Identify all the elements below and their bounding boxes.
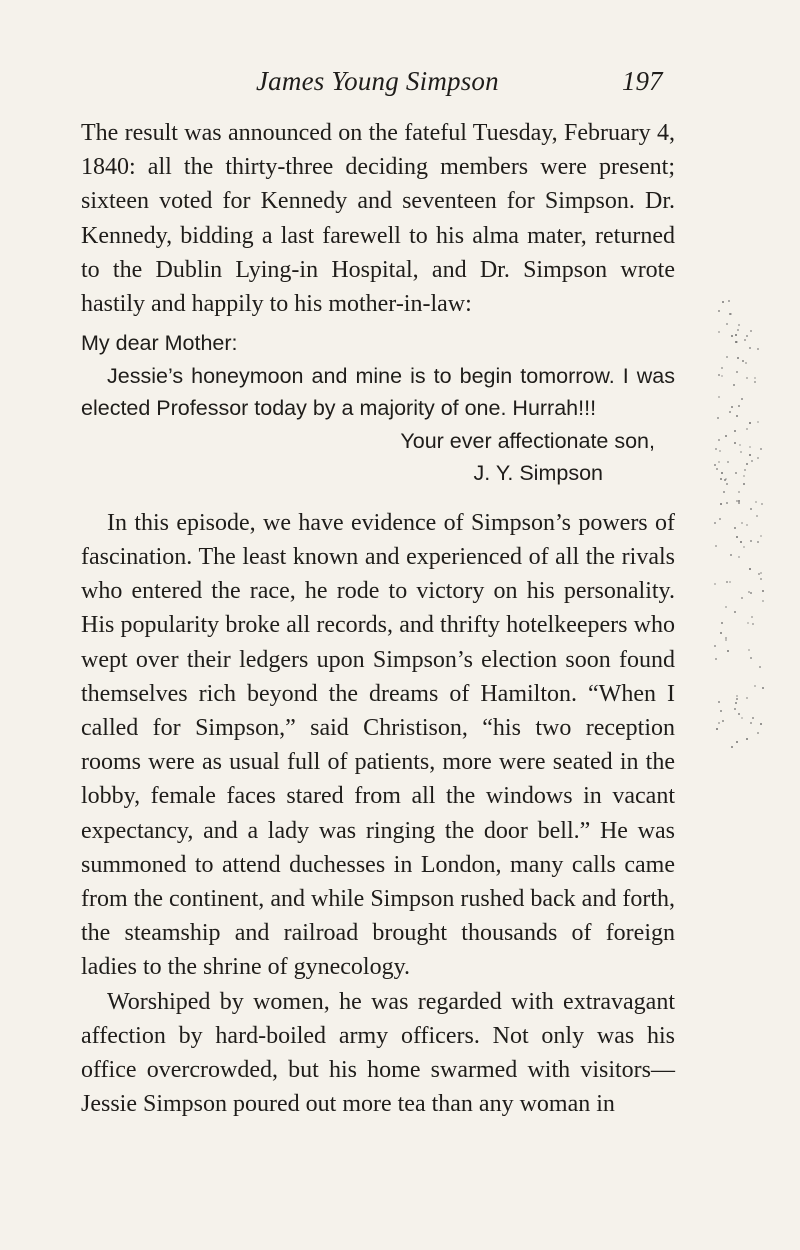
speck <box>730 313 732 315</box>
speck <box>718 722 720 724</box>
speck <box>723 491 725 493</box>
speck <box>718 374 720 376</box>
speck <box>734 611 736 613</box>
speck <box>715 448 717 450</box>
margin-specks <box>714 300 766 760</box>
speck <box>752 717 754 719</box>
speck <box>716 728 718 730</box>
speck <box>751 460 753 462</box>
speck <box>740 451 742 453</box>
speck <box>742 360 744 362</box>
speck <box>749 422 751 424</box>
speck <box>725 639 727 641</box>
speck <box>762 590 764 592</box>
speck <box>726 356 728 358</box>
speck <box>759 666 761 668</box>
speck <box>734 430 736 432</box>
speck <box>755 501 757 503</box>
speck <box>750 657 752 659</box>
speck <box>760 578 762 580</box>
speck <box>749 347 751 349</box>
speck <box>721 622 723 624</box>
speck <box>754 377 756 379</box>
speck <box>736 371 738 373</box>
speck <box>738 324 740 326</box>
running-head: James Young Simpson <box>256 66 499 96</box>
speck <box>745 362 747 364</box>
speck <box>738 556 740 558</box>
speck <box>718 310 720 312</box>
speck <box>720 478 722 480</box>
speck <box>725 606 727 608</box>
speck <box>741 717 743 719</box>
speck <box>715 658 717 660</box>
speck <box>750 508 752 510</box>
speck <box>756 515 758 517</box>
speck <box>738 491 740 493</box>
speck <box>736 536 738 538</box>
speck <box>736 741 738 743</box>
speck <box>725 435 727 437</box>
speck <box>750 592 752 594</box>
speck <box>749 454 751 456</box>
speck <box>734 442 736 444</box>
speck <box>731 335 733 337</box>
speck <box>735 702 737 704</box>
speck <box>718 396 720 398</box>
speck <box>735 472 737 474</box>
letter-greeting: My dear Mother: <box>81 331 238 356</box>
speck <box>727 650 729 652</box>
speck <box>725 478 727 480</box>
speck <box>762 687 764 689</box>
speck <box>719 450 721 452</box>
speck <box>714 583 716 585</box>
paragraph-2: In this episode, we have evidence of Simpson’s powers of fascination. The least known and experienced of all the rivals who entered the race, he rode to victory on his personality. His popularity broke all records, and thrifty hotelkeepers who wept over their ledgers upon Simpson’s election soon found themselves rich beyond the dreams of Hamilton. “When I called for Simpson,” said Christison, “his two reception rooms were as usual full of patients, more were seated in the lobby, female faces stared from all the windows in vacant expectancy, and a lady was ringing the door bell.” He was summoned to attend duchesses in London, many calls came from the continent, and while Simpson rushed back and forth, the steamship and railroad brought thousands of foreign ladies to the shrine of gynecology. <box>81 509 675 981</box>
speck <box>743 546 745 548</box>
speck <box>746 524 748 526</box>
speck <box>748 591 750 593</box>
speck <box>730 554 732 556</box>
speck <box>734 708 736 710</box>
speck <box>720 503 722 505</box>
speck <box>750 540 752 542</box>
speck <box>740 541 742 543</box>
speck <box>744 339 746 341</box>
speck <box>752 623 754 625</box>
speck <box>762 600 764 602</box>
speck <box>736 415 738 417</box>
speck <box>760 535 762 537</box>
page-number: 197 <box>622 66 663 96</box>
speck <box>727 461 729 463</box>
speck <box>757 421 759 423</box>
page-body <box>81 116 675 1121</box>
speck <box>757 541 759 543</box>
letter-signature: J. Y. Simpson <box>473 461 603 486</box>
speck <box>714 645 716 647</box>
speck <box>717 417 719 419</box>
speck <box>735 341 737 343</box>
speck <box>736 698 738 700</box>
speck <box>733 384 735 386</box>
speck <box>718 439 720 441</box>
speck <box>721 367 723 369</box>
speck <box>715 545 717 547</box>
speck <box>749 568 751 570</box>
speck <box>731 746 733 748</box>
speck <box>721 472 723 474</box>
speck <box>714 522 716 524</box>
speck <box>757 732 759 734</box>
speck <box>741 597 743 599</box>
speck <box>746 697 748 699</box>
speck <box>746 335 748 337</box>
letter-closing: Your ever affectionate son, <box>400 428 655 453</box>
speck <box>734 527 736 529</box>
speck <box>735 334 737 336</box>
speck <box>757 348 759 350</box>
speck <box>746 428 748 430</box>
quoted-letter <box>81 327 675 490</box>
speck <box>737 357 739 359</box>
speck <box>748 649 750 651</box>
speck <box>725 637 727 639</box>
speck <box>729 581 731 583</box>
speck <box>741 398 743 400</box>
speck <box>718 331 720 333</box>
speck <box>738 502 740 504</box>
paragraph-3: Worshiped by women, he was regarded with extravagant affection by hard-boiled army officers. Not only was his office overcrowded, but his home swarmed with visitors—Jessie Simpson poured out more tea than any woman in <box>81 988 675 1118</box>
speck <box>750 722 752 724</box>
speck <box>721 375 723 377</box>
speck <box>719 518 721 520</box>
speck <box>736 695 738 697</box>
speck <box>746 738 748 740</box>
speck <box>760 448 762 450</box>
speck <box>729 411 731 413</box>
speck <box>754 685 756 687</box>
paragraph-1: The result was announced on the fateful Tuesday, February 4, 1840: all the thirty-three deciding members were present; sixteen voted for Kennedy and seventeen for Simpson. Dr. Kennedy, bidding a last farewell to his alma mater, returned to the Dublin Lying-in Hospital, and Dr. Simpson wrote hastily and happily to his mother-in-law: <box>81 120 675 318</box>
speck <box>739 444 741 446</box>
speck <box>726 483 728 485</box>
speck <box>714 464 716 466</box>
speck <box>738 713 740 715</box>
speck <box>760 723 762 725</box>
speck <box>744 469 746 471</box>
speck <box>726 323 728 325</box>
speck <box>737 329 739 331</box>
speck <box>731 406 733 408</box>
speck <box>726 502 728 504</box>
speck <box>720 632 722 634</box>
speck <box>743 483 745 485</box>
speck <box>751 616 753 618</box>
speck <box>718 701 720 703</box>
speck <box>718 461 720 463</box>
speck <box>722 301 724 303</box>
speck <box>760 572 762 574</box>
speck <box>749 446 751 448</box>
speck <box>741 522 743 524</box>
speck <box>761 503 763 505</box>
speck <box>746 463 748 465</box>
speck <box>754 381 756 383</box>
speck <box>750 330 752 332</box>
speck <box>722 720 724 722</box>
speck <box>746 377 748 379</box>
speck <box>743 475 745 477</box>
speck <box>728 300 730 302</box>
page-header <box>0 66 800 106</box>
speck <box>747 622 749 624</box>
letter-text: Jessie’s honeymoon and mine is to begin tomorrow. I was elected Professor today by a majority of one. Hurrah!!! <box>81 363 675 421</box>
speck <box>726 581 728 583</box>
speck <box>757 457 759 459</box>
speck <box>720 710 722 712</box>
speck <box>716 468 718 470</box>
speck <box>738 405 740 407</box>
